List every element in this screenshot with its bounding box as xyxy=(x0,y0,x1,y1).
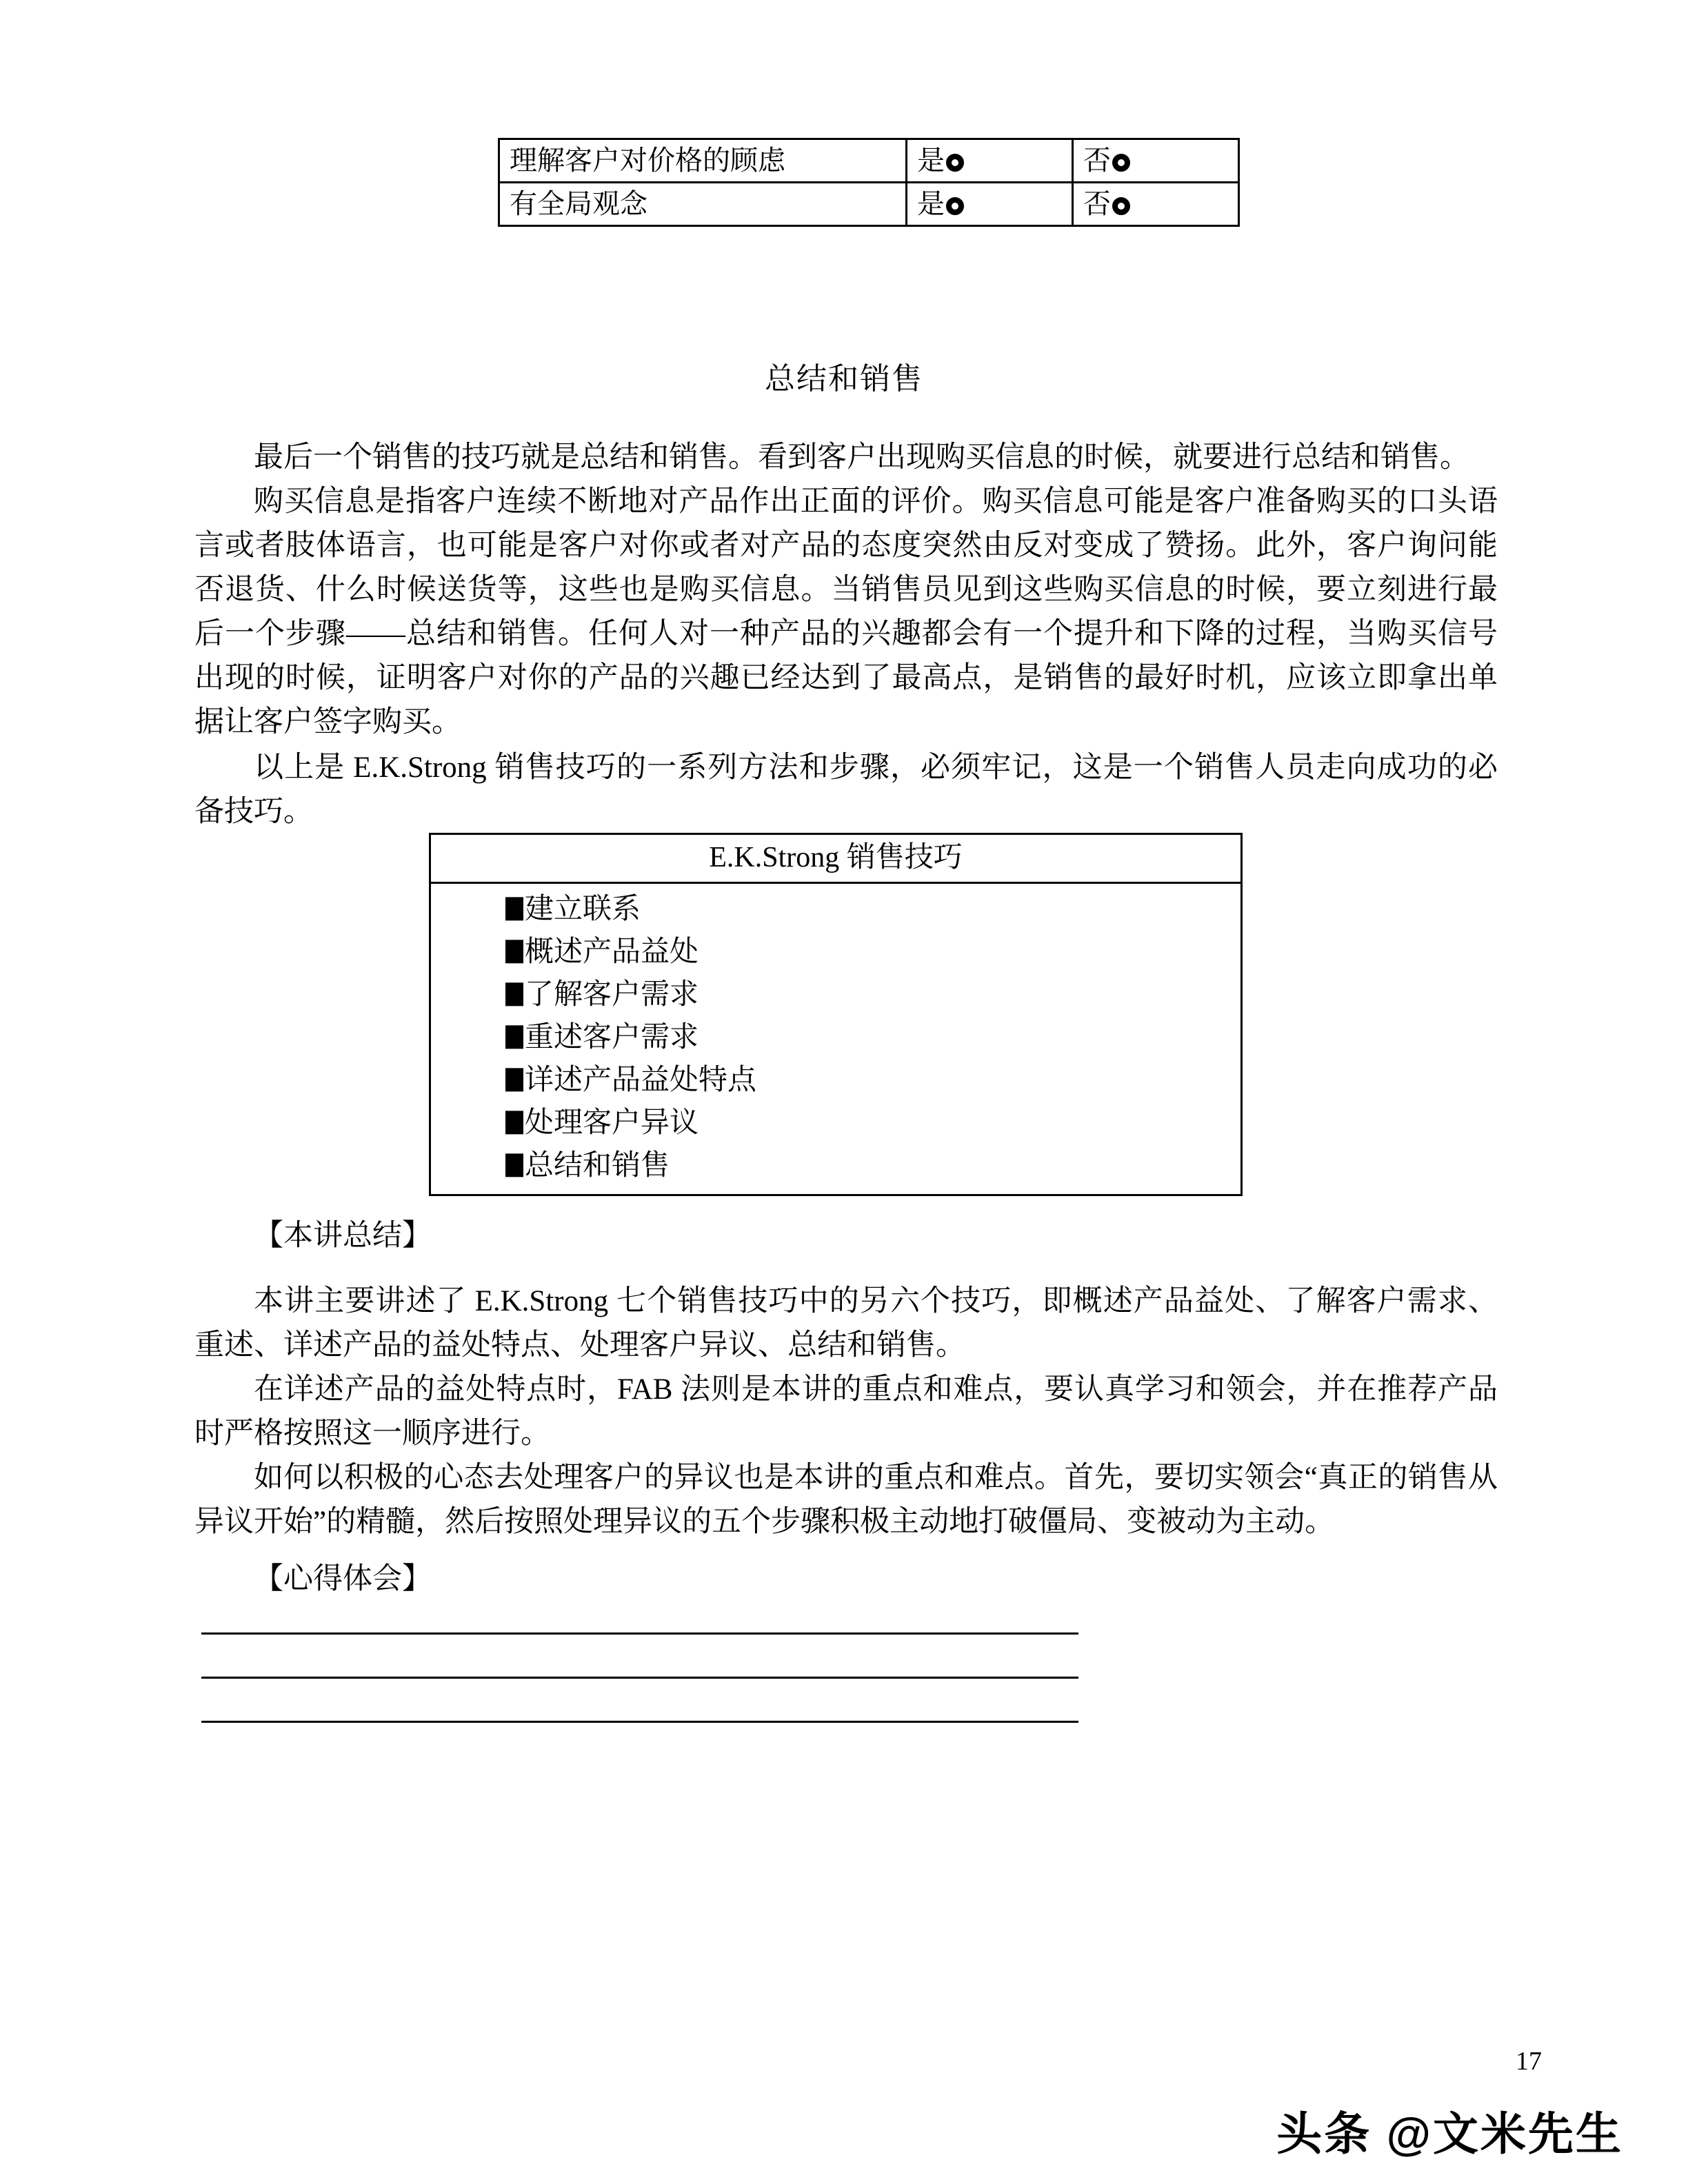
list-item xyxy=(431,1016,1240,1059)
list-item-label: 建立联系 xyxy=(525,893,641,926)
checklist-yes-option[interactable] xyxy=(907,183,1073,226)
list-item-label: 重述客户需求 xyxy=(525,1022,699,1054)
yes-label: 是 xyxy=(917,188,945,219)
no-label: 否 xyxy=(1083,188,1111,219)
list-item xyxy=(431,1144,1240,1187)
square-bullet-icon xyxy=(505,983,523,1007)
radio-ring-icon[interactable] xyxy=(1112,154,1130,172)
paragraph-buying-signals xyxy=(194,480,1498,745)
paragraph-text: 在详述产品的益处特点时，FAB 法则是本讲的重点和难点，要认真学习和领会，并在推荐产品时严格按照这一顺序进行。 xyxy=(194,1373,1498,1450)
list-item-label: 总结和销售 xyxy=(525,1150,670,1182)
list-item xyxy=(431,931,1240,973)
square-bullet-icon xyxy=(505,1111,523,1135)
radio-ring-icon[interactable] xyxy=(946,154,964,172)
checklist-item-label: 有全局观念 xyxy=(499,183,907,226)
list-item xyxy=(431,888,1240,931)
skill-box xyxy=(429,833,1243,1196)
square-bullet-icon xyxy=(505,1026,523,1049)
skill-box-title: E.K.Strong 销售技巧 xyxy=(431,835,1240,884)
lecture-summary-paragraph-2 xyxy=(194,1368,1498,1456)
paragraph-text: 如何以积极的心态去处理客户的异议也是本讲的重点和难点。首先，要切实领会“真正的销售从异议开始”的精髓，然后按照处理异议的五个步骤积极主动地打破僵局、变被动为主动。 xyxy=(194,1462,1498,1538)
paragraph-text: 本讲主要讲述了 E.K.Strong 七个销售技巧中的另六个技巧，即概述产品益处、了解客户需求、重述、详述产品的益处特点、处理客户异议、总结和销售。 xyxy=(194,1285,1498,1362)
lecture-summary-paragraph-3 xyxy=(194,1456,1498,1544)
watermark: 头条 @文米先生 xyxy=(1276,2108,1623,2159)
checklist-item-label: 理解客户对价格的顾虑 xyxy=(499,139,907,183)
paragraph-intro xyxy=(194,436,1498,480)
paragraph-method-summary xyxy=(194,746,1498,834)
list-item-label: 详述产品益处特点 xyxy=(525,1064,757,1097)
table-row xyxy=(499,139,1239,183)
paragraph-text: 以上是 E.K.Strong 销售技巧的一系列方法和步骤，必须牢记，这是一个销售人员走向成功的必备技巧。 xyxy=(194,751,1498,828)
square-bullet-icon xyxy=(505,898,523,921)
paragraph-text: 最后一个销售的技巧就是总结和销售。看到客户出现购买信息的时候，就要进行总结和销售。 xyxy=(254,441,1469,474)
square-bullet-icon xyxy=(505,1154,523,1177)
skill-list xyxy=(431,884,1240,1194)
writing-line[interactable] xyxy=(201,1721,1078,1723)
notes-heading: 【心得体会】 xyxy=(254,1563,432,1595)
radio-ring-icon[interactable] xyxy=(1112,197,1130,215)
list-item-label: 处理客户异议 xyxy=(525,1107,699,1140)
square-bullet-icon xyxy=(505,940,523,964)
square-bullet-icon xyxy=(505,1069,523,1092)
notes-writing-lines[interactable] xyxy=(201,1632,1078,1723)
lecture-summary-paragraph-1 xyxy=(194,1280,1498,1368)
yes-label: 是 xyxy=(917,145,945,176)
list-item-label: 了解客户需求 xyxy=(525,979,699,1011)
radio-ring-icon[interactable] xyxy=(946,197,964,215)
list-item xyxy=(431,973,1240,1016)
list-item-label: 概述产品益处 xyxy=(525,936,699,969)
section-title: 总结和销售 xyxy=(765,362,923,396)
lecture-summary-heading: 【本讲总结】 xyxy=(254,1220,432,1252)
table-row xyxy=(499,183,1239,226)
checklist-yes-option[interactable] xyxy=(907,139,1073,183)
no-label: 否 xyxy=(1083,145,1111,176)
list-item xyxy=(431,1059,1240,1102)
checklist-no-option[interactable] xyxy=(1073,139,1239,183)
checklist-no-option[interactable] xyxy=(1073,183,1239,226)
writing-line[interactable] xyxy=(201,1632,1078,1635)
paragraph-text: 购买信息是指客户连续不断地对产品作出正面的评价。购买信息可能是客户准备购买的口头语言或者肢体语言，也可能是客户对你或者对产品的态度突然由反对变成了赞扬。此外，客户询问能否退货、什么时候送货等，这些也是购买信息。当销售员见到这些购买信息的时候，要立刻进行最后一个步骤——总结和销售。任何人对一种产品的兴趣都会有一个提升和下降的过程，当购买信号出现的时候，证明客户对你的产品的兴趣已经达到了最高点，是销售的最好时机，应该立即拿出单据让客户签字购买。 xyxy=(194,485,1498,738)
checklist-table xyxy=(498,138,1240,227)
page-number: 17 xyxy=(1516,2047,1542,2076)
list-item xyxy=(431,1102,1240,1144)
writing-line[interactable] xyxy=(201,1677,1078,1679)
